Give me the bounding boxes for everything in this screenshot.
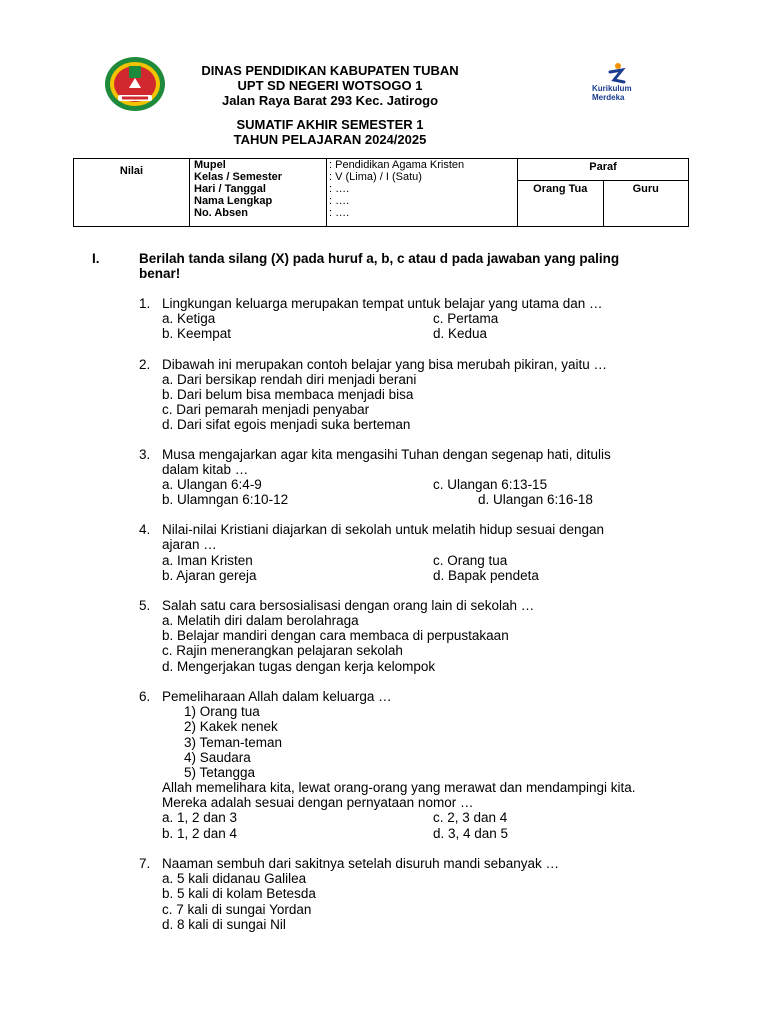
option-c: c. Ulangan 6:13-15 <box>433 477 548 492</box>
question-number: 4. <box>139 522 151 537</box>
paraf-label: Paraf <box>518 159 688 181</box>
student-info-table <box>73 158 689 227</box>
option-a: a. Iman Kristen <box>162 553 253 568</box>
info-values-cell <box>327 159 518 227</box>
option-a: a. Ulangan 6:4-9 <box>162 477 262 492</box>
option-a: a. 1, 2 dan 3 <box>162 810 238 825</box>
option-a: a. 5 kali didanau Galilea <box>162 871 307 886</box>
label-mupel: Mupel <box>194 159 226 171</box>
option-a: a. Ketiga <box>162 311 216 326</box>
label-kelas-semester: Kelas / Semester <box>194 171 283 183</box>
option-d: d. Dari sifat egois menjadi suka berteman <box>162 417 411 432</box>
label-hari-tanggal: Hari / Tanggal <box>194 183 266 195</box>
numbered-item: 2) Kakek nenek <box>184 719 278 734</box>
numbered-item: 3) Teman-teman <box>184 735 283 750</box>
value-hari-tanggal: : …. <box>329 183 350 195</box>
question-text: Musa mengajarkan agar kita mengasihi Tuhan dengan segenap hati, ditulis <box>162 447 611 462</box>
question-text: Pemeliharaan Allah dalam keluarga … <box>162 689 392 704</box>
question-text: Naaman sembuh dari sakitnya setelah disuruh mandi sebanyak … <box>162 856 559 871</box>
option-a: a. Melatih diri dalam berolahraga <box>162 613 359 628</box>
question-text-cont: Mereka adalah sesuai dengan pernyataan nomor … <box>162 795 474 810</box>
question-number: 2. <box>139 357 151 372</box>
option-c: c. 7 kali di sungai Yordan <box>162 902 312 917</box>
option-d: d. 3, 4 dan 5 <box>433 826 509 841</box>
option-b: b. Ulamngan 6:10-12 <box>162 492 289 507</box>
info-labels-cell <box>190 159 327 227</box>
option-c: c. Rajin menerangkan pelajaran sekolah <box>162 643 403 658</box>
option-b: b. Keempat <box>162 326 232 341</box>
label-no-absen: No. Absen <box>194 207 248 219</box>
option-d: d. Mengerjakan tugas dengan kerja kelompok <box>162 659 436 674</box>
question-text: Dibawah ini merupakan contoh belajar yang bisa merubah pikiran, yaitu … <box>162 357 607 372</box>
option-d: d. Bapak pendeta <box>433 568 539 583</box>
option-b: b. 1, 2 dan 4 <box>162 826 238 841</box>
academic-year: TAHUN PELAJARAN 2024/2025 <box>233 132 427 147</box>
agency-name: DINAS PENDIDIKAN KABUPATEN TUBAN <box>201 63 459 78</box>
question-text-cont: ajaran … <box>162 537 217 552</box>
option-b: b. Belajar mandiri dengan cara membaca di perpustakaan <box>162 628 509 643</box>
school-name: UPT SD NEGERI WOTSOGO 1 <box>237 78 423 93</box>
school-address: Jalan Raya Barat 293 Kec. Jatirogo <box>221 93 439 108</box>
value-nama-lengkap: : …. <box>329 195 350 207</box>
question-number: 1. <box>139 296 151 311</box>
numbered-item: 5) Tetangga <box>184 765 256 780</box>
question-text-cont: dalam kitab … <box>162 462 249 477</box>
instruction-line-2: benar! <box>139 266 181 281</box>
option-b: b. Dari belum bisa membaca menjadi bisa <box>162 387 414 402</box>
option-d: d. Kedua <box>433 326 488 341</box>
label-nama-lengkap: Nama Lengkap <box>194 195 273 207</box>
nilai-label: Nilai <box>119 165 144 177</box>
question-number: 5. <box>139 598 151 613</box>
question-number: 6. <box>139 689 151 704</box>
option-c: c. Dari pemarah menjadi penyabar <box>162 402 370 417</box>
kurikulum-merdeka-text <box>592 84 632 102</box>
option-c: c. Pertama <box>433 311 499 326</box>
question-text: Lingkungan keluarga merupakan tempat untuk belajar yang utama dan … <box>162 296 603 311</box>
question-text-cont: Allah memelihara kita, lewat orang-orang yang merawat dan mendampingi kita. <box>162 780 636 795</box>
nilai-cell <box>74 159 190 227</box>
option-c: c. Orang tua <box>433 553 508 568</box>
merdeka-label: Merdeka <box>592 93 625 102</box>
section-number: I. <box>92 251 100 266</box>
orang-tua-signature-box: Orang Tua <box>533 183 588 195</box>
numbered-item: 4) Saudara <box>184 750 251 765</box>
numbered-item: 1) Orang tua <box>184 704 260 719</box>
option-d: d. Ulangan 6:16-18 <box>478 492 593 507</box>
value-mupel: : Pendidikan Agama Kristen <box>329 159 465 171</box>
question-number: 3. <box>139 447 151 462</box>
instruction-line-1: Berilah tanda silang (X) pada huruf a, b, c atau d pada jawaban yang paling <box>139 251 620 266</box>
question-text: Nilai-nilai Kristiani diajarkan di sekolah untuk melatih hidup sesuai dengan <box>162 522 605 537</box>
value-kelas-semester: : V (Lima) / I (Satu) <box>329 171 422 183</box>
option-d: d. 8 kali di sungai Nil <box>162 917 286 932</box>
paraf-cell <box>518 159 689 227</box>
guru-signature-box: Guru <box>603 181 689 226</box>
option-b: b. Ajaran gereja <box>162 568 257 583</box>
exam-title: SUMATIF AKHIR SEMESTER 1 <box>236 117 424 132</box>
option-a: a. Dari bersikap rendah diri menjadi berani <box>162 372 417 387</box>
option-b: b. 5 kali di kolam Betesda <box>162 886 316 901</box>
option-c: c. 2, 3 dan 4 <box>433 810 508 825</box>
value-no-absen: : …. <box>329 207 350 219</box>
kurikulum-label: Kurikulum <box>592 84 632 93</box>
question-number: 7. <box>139 856 151 871</box>
question-text: Salah satu cara bersosialisasi dengan orang lain di sekolah … <box>162 598 535 613</box>
